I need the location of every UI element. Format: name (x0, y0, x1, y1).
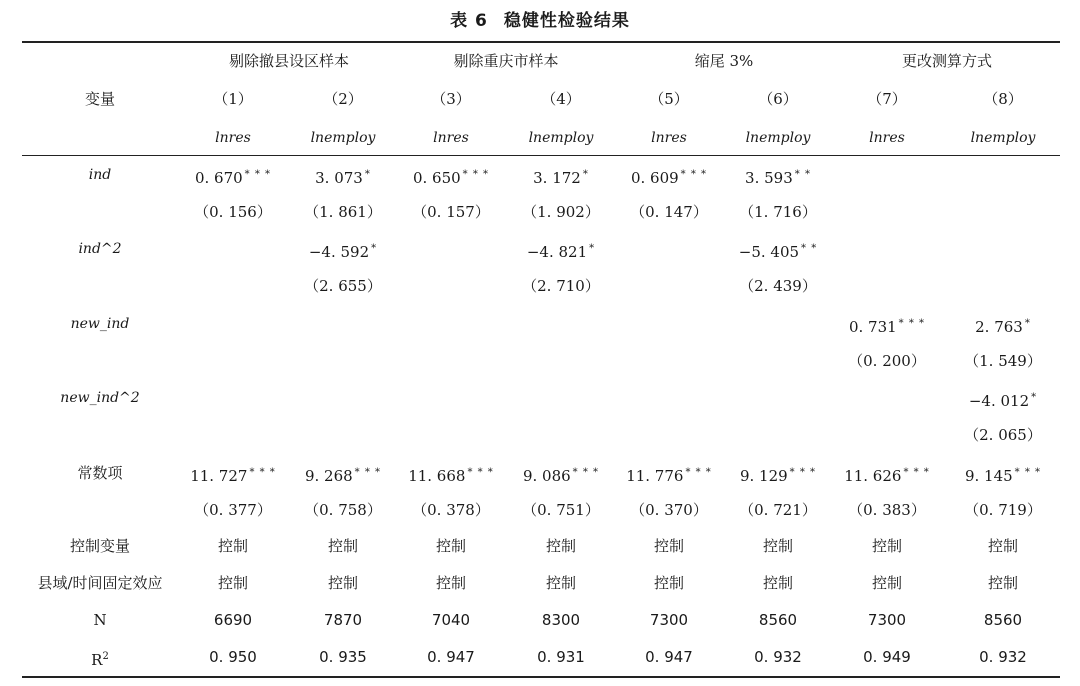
bottom-rule (22, 676, 1060, 678)
table-cell: 8560 (983, 611, 1023, 629)
table-cell: 控制 (327, 537, 359, 555)
significance-stars: * * * (685, 467, 712, 478)
standard-error: （0. 147） (630, 203, 708, 221)
standard-error: （0. 157） (412, 203, 490, 221)
row-label-text: 县域/时间固定效应 (37, 574, 163, 592)
standard-error: （1. 902） (522, 203, 600, 221)
table-cell: 控制 (435, 574, 467, 592)
standard-error: （0. 383） (848, 501, 926, 519)
coefficient (309, 238, 377, 263)
row-label (70, 535, 130, 557)
significance-stars: * * * (898, 318, 926, 329)
table-cell: 7300 (867, 611, 907, 629)
table-cell: 控制 (987, 537, 1019, 555)
table-cell: 控制 (217, 574, 249, 592)
table-cell: 控制 (217, 537, 249, 555)
column-number: （3） (431, 90, 471, 108)
coefficient (631, 164, 707, 189)
header-rule (22, 155, 1060, 156)
significance-stars: * * * (572, 467, 600, 478)
significance-stars: * (1031, 392, 1038, 403)
table-cell: 0. 932 (754, 648, 802, 666)
dependent-variable: lnemploy (970, 130, 1036, 146)
table-cell: 控制 (327, 574, 359, 592)
table-number: 表 6 (450, 11, 488, 31)
group-header: 更改测算方式 (901, 52, 993, 70)
column-number: （7） (867, 90, 907, 108)
significance-stars: * (364, 169, 371, 180)
superscript: 2 (102, 651, 109, 662)
column-number: （4） (541, 90, 581, 108)
table-cell: 控制 (762, 537, 794, 555)
coefficient-value: −4. 592 (308, 243, 370, 261)
row-label-text: R (91, 651, 103, 669)
significance-stars: * * * (354, 467, 382, 478)
coefficient (740, 462, 816, 487)
table-cell: 控制 (435, 537, 467, 555)
standard-error: （0. 751） (522, 501, 600, 519)
coefficient (533, 164, 589, 189)
coefficient-value: 11. 727 (190, 467, 248, 485)
coefficient (527, 238, 595, 263)
row-label-text: N (93, 611, 107, 629)
standard-error: （2. 439） (739, 277, 817, 295)
coefficient-value: 2. 763 (975, 318, 1023, 336)
group-header: 剔除重庆市样本 (453, 52, 559, 70)
significance-stars: * * * (462, 169, 490, 180)
coefficient-value: 0. 609 (630, 169, 679, 187)
table-cell: 控制 (871, 574, 903, 592)
coefficient-value: 9. 145 (964, 467, 1013, 485)
standard-error: （0. 156） (194, 203, 272, 221)
row-label-text: 控制变量 (69, 537, 131, 555)
column-number: （1） (213, 90, 253, 108)
significance-stars: * * * (789, 467, 817, 478)
coefficient-value: 9. 086 (522, 467, 571, 485)
row-label (93, 609, 106, 631)
coefficient-value: 0. 650 (412, 169, 461, 187)
column-number: （8） (983, 90, 1023, 108)
standard-error: （0. 377） (194, 501, 272, 519)
significance-stars: * (582, 169, 589, 180)
coefficient-value: 11. 626 (844, 467, 902, 485)
table-cell: 7870 (323, 611, 363, 629)
dependent-variable: lnres (869, 130, 905, 146)
coefficient (975, 313, 1031, 338)
table-cell: 6690 (213, 611, 253, 629)
table-cell: 0. 950 (209, 648, 257, 666)
column-number: （5） (649, 90, 689, 108)
row-label (91, 646, 109, 671)
significance-stars: * * (794, 169, 811, 180)
coefficient (195, 164, 271, 189)
dependent-variable: lnres (433, 130, 469, 146)
table-title-text: 稳健性检验结果 (503, 11, 630, 31)
group-header: 剔除撤县设区样本 (228, 52, 350, 70)
table-cell: 0. 931 (537, 648, 585, 666)
table-cell: 7300 (649, 611, 689, 629)
table-cell: 控制 (871, 537, 903, 555)
coefficient-value: 11. 668 (408, 467, 466, 485)
coefficient-value: 9. 129 (739, 467, 788, 485)
group-header: 缩尾 3% (694, 52, 754, 70)
standard-error: （1. 861） (304, 203, 382, 221)
coefficient (315, 164, 371, 189)
coefficient-value: −5. 405 (738, 243, 800, 261)
coefficient (745, 164, 811, 189)
coefficient-value: −4. 821 (526, 243, 588, 261)
standard-error: （0. 370） (630, 501, 708, 519)
dependent-variable: lnemploy (310, 130, 376, 146)
table-cell: 0. 947 (645, 648, 693, 666)
significance-stars: * * * (680, 169, 708, 180)
coefficient-value: 3. 593 (745, 169, 793, 187)
coefficient (626, 462, 712, 487)
row-label: new_ind^2 (60, 390, 140, 406)
coefficient (523, 462, 599, 487)
standard-error: （0. 719） (964, 501, 1042, 519)
column-number: （6） (758, 90, 798, 108)
dependent-variable: lnres (651, 130, 687, 146)
significance-stars: * (371, 243, 378, 254)
dependent-variable: lnres (215, 130, 251, 146)
coefficient-value: 0. 731 (848, 318, 897, 336)
table-cell: 7040 (431, 611, 471, 629)
coefficient-value: −4. 012 (968, 392, 1030, 410)
significance-stars: * * (801, 243, 818, 254)
table-title (0, 6, 1080, 31)
dependent-variable: lnemploy (528, 130, 594, 146)
table-cell: 0. 935 (319, 648, 367, 666)
coefficient (408, 462, 494, 487)
standard-error: （0. 378） (412, 501, 490, 519)
table-cell: 控制 (653, 574, 685, 592)
row-label (37, 572, 162, 594)
significance-stars: * * * (467, 467, 494, 478)
row-label: 常数项 (77, 464, 123, 482)
standard-error: （2. 655） (304, 277, 382, 295)
significance-stars: * * * (903, 467, 930, 478)
coefficient (965, 462, 1041, 487)
column-number: （2） (323, 90, 363, 108)
significance-stars: * * * (244, 169, 272, 180)
coefficient-value: 3. 073 (315, 169, 363, 187)
coefficient (305, 462, 381, 487)
table-cell: 控制 (762, 574, 794, 592)
coefficient-value: 0. 670 (194, 169, 243, 187)
table-cell: 控制 (545, 574, 577, 592)
table-cell: 8560 (758, 611, 798, 629)
coefficient (844, 462, 930, 487)
coefficient-value: 9. 268 (304, 467, 353, 485)
significance-stars: * * * (249, 467, 276, 478)
standard-error: （0. 200） (848, 352, 926, 370)
standard-error: （2. 065） (964, 426, 1042, 444)
row-label: new_ind (70, 316, 130, 332)
standard-error: （2. 710） (522, 277, 600, 295)
table-cell: 8300 (541, 611, 581, 629)
standard-error: （0. 758） (304, 501, 382, 519)
dependent-variable: lnemploy (745, 130, 811, 146)
significance-stars: * * * (1014, 467, 1042, 478)
row-label: ind^2 (78, 241, 122, 257)
row-label: ind (88, 167, 112, 183)
variable-header: 变量 (84, 90, 116, 108)
coefficient (739, 238, 817, 263)
coefficient (190, 462, 276, 487)
table-cell: 控制 (653, 537, 685, 555)
coefficient (969, 387, 1037, 412)
table-cell: 控制 (987, 574, 1019, 592)
standard-error: （0. 721） (739, 501, 817, 519)
standard-error: （1. 549） (964, 352, 1042, 370)
table-cell: 0. 947 (427, 648, 475, 666)
top-rule (22, 41, 1060, 43)
coefficient-value: 3. 172 (533, 169, 581, 187)
significance-stars: * (1024, 318, 1031, 329)
coefficient-value: 11. 776 (626, 467, 684, 485)
table-cell: 控制 (545, 537, 577, 555)
coefficient (849, 313, 925, 338)
standard-error: （1. 716） (739, 203, 817, 221)
table-cell: 0. 949 (863, 648, 911, 666)
coefficient (413, 164, 489, 189)
significance-stars: * (589, 243, 596, 254)
table-cell: 0. 932 (979, 648, 1027, 666)
